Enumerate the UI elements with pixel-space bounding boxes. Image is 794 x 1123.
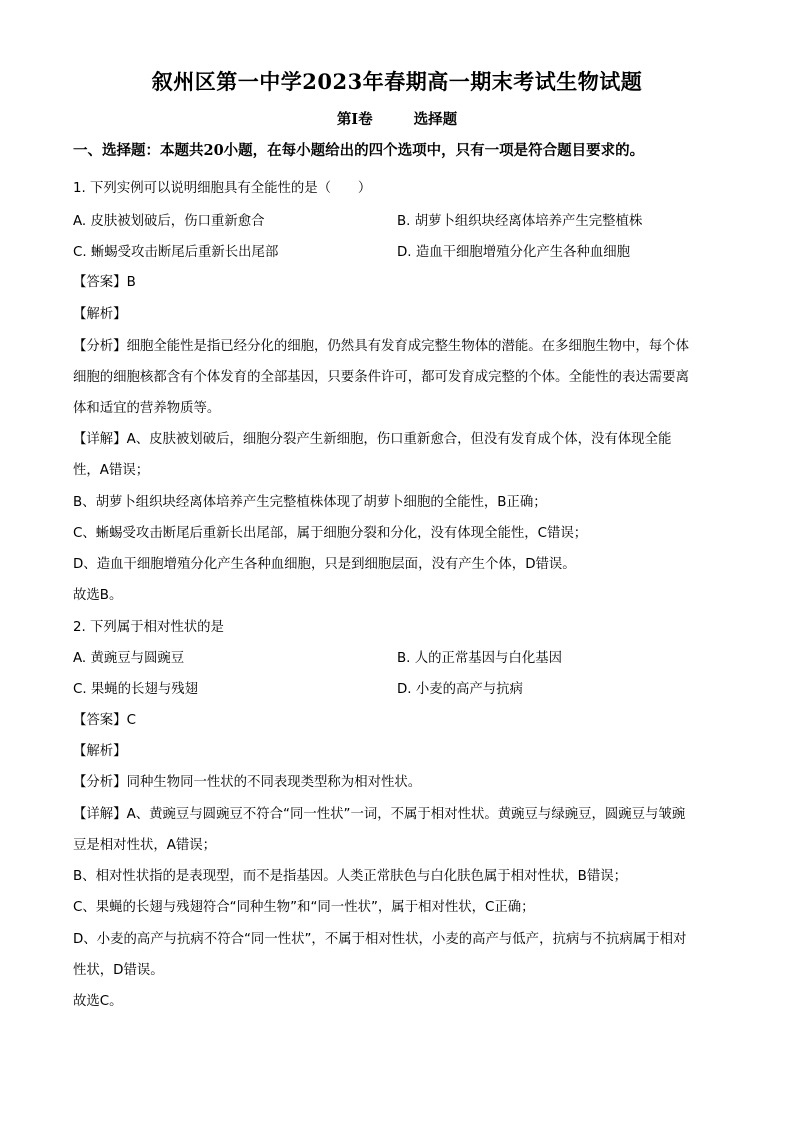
question-2-detail-line-3: B、相对性状指的是表现型，而不是指基因。人类正常肤色与白化肤色属于相对性状，B错误； bbox=[73, 869, 627, 884]
question-1-option-a: A. 皮肤被划破后，伤口重新愈合 bbox=[73, 214, 265, 229]
question-1-detail-line-1 bbox=[73, 430, 671, 450]
question-1-fenxi-line-1 bbox=[73, 337, 689, 357]
question-2-detail-line-6: 性状，D错误。 bbox=[73, 963, 164, 978]
question-2-option-b: B. 人的正常基因与白化基因 bbox=[397, 651, 562, 666]
question-2-detail-line-1 bbox=[73, 805, 685, 825]
fenxi-text: 同种生物同一性状的不同表现类型称为相对性状。 bbox=[126, 775, 422, 790]
question-2-option-c: C. 果蝇的长翅与残翅 bbox=[73, 682, 198, 697]
question-2-option-a: A. 黄豌豆与圆豌豆 bbox=[73, 651, 185, 666]
question-1-analysis-label: 【解析】 bbox=[73, 307, 127, 322]
question-2-detail-line-4: C、果蝇的长翅与残翅符合“同种生物”和“同一性状”，属于相对性状，C正确； bbox=[73, 900, 535, 915]
detail-label: 【详解】 bbox=[73, 432, 127, 447]
volume-name: 选择题 bbox=[413, 111, 458, 128]
fenxi-label: 【分析】 bbox=[73, 775, 127, 790]
question-1-detail-line-3: B、胡萝卜组织块经离体培养产生完整植株体现了胡萝卜细胞的全能性，B正确； bbox=[73, 495, 547, 510]
question-1-stem: 1. 下列实例可以说明细胞具有全能性的是（ ） bbox=[73, 181, 372, 196]
detail-label: 【详解】 bbox=[73, 807, 127, 822]
volume-heading bbox=[0, 108, 794, 129]
fenxi-text: 细胞全能性是指已经分化的细胞，仍然具有发育成完整生物体的潜能。在多细胞生物中，每个体 bbox=[126, 339, 689, 354]
question-1-detail-line-5: D、造血干细胞增殖分化产生各种血细胞，只是到细胞层面，没有产生个体，D错误。 bbox=[73, 557, 576, 572]
question-1-option-d: D. 造血干细胞增殖分化产生各种血细胞 bbox=[397, 245, 631, 260]
question-1-conclusion: 故选B。 bbox=[73, 588, 123, 603]
document-title: 叙州区第一中学2023年春期高一期末考试生物试题 bbox=[151, 69, 643, 94]
answer-label: 【答案】 bbox=[73, 275, 127, 290]
answer-value: C bbox=[126, 713, 136, 728]
question-1-answer bbox=[73, 273, 136, 293]
answer-label: 【答案】 bbox=[73, 713, 127, 728]
question-2-detail-line-2: 豆是相对性状，A错误； bbox=[73, 838, 217, 853]
question-2-fenxi-line-1 bbox=[73, 773, 421, 793]
volume-label: 第I卷 bbox=[336, 111, 373, 128]
question-1-fenxi-line-2: 细胞的细胞核都含有个体发育的全部基因，只要条件许可，都可发育成完整的个体。全能性的表达需要离 bbox=[73, 370, 689, 385]
question-2-conclusion: 故选C。 bbox=[73, 994, 123, 1009]
question-2-detail-line-5: D、小麦的高产与抗病不符合“同一性状”，不属于相对性状，小麦的高产与低产，抗病与不抗病属于相对 bbox=[73, 932, 687, 947]
question-1-option-c: C. 蜥蜴受攻击断尾后重新长出尾部 bbox=[73, 245, 279, 260]
question-1-option-b: B. 胡萝卜组织块经离体培养产生完整植株 bbox=[397, 214, 643, 229]
question-2-option-d: D. 小麦的高产与抗病 bbox=[397, 682, 523, 697]
question-1-detail-line-4: C、蜥蜴受攻击断尾后重新长出尾部，属于细胞分裂和分化，没有体现全能性，C错误； bbox=[73, 526, 588, 541]
question-2-analysis-label: 【解析】 bbox=[73, 744, 127, 759]
answer-value: B bbox=[126, 275, 136, 290]
question-1-fenxi-line-3: 体和适宜的营养物质等。 bbox=[73, 401, 221, 416]
question-1-detail-line-2: 性，A错误； bbox=[73, 463, 150, 478]
fenxi-label: 【分析】 bbox=[73, 339, 127, 354]
detail-text: A、皮肤被划破后，细胞分裂产生新细胞，伤口重新愈合，但没有发育成个体，没有体现全能 bbox=[126, 432, 672, 447]
section-heading: 一、选择题：本题共20小题，在每小题给出的四个选项中，只有一项是符合题目要求的。 bbox=[73, 142, 645, 159]
detail-text: A、黄豌豆与圆豌豆不符合“同一性状”一词，不属于相对性状。黄豌豆与绿豌豆，圆豌豆与皱豌 bbox=[126, 807, 686, 822]
question-2-answer bbox=[73, 711, 136, 731]
question-2-stem: 2. 下列属于相对性状的是 bbox=[73, 620, 224, 635]
